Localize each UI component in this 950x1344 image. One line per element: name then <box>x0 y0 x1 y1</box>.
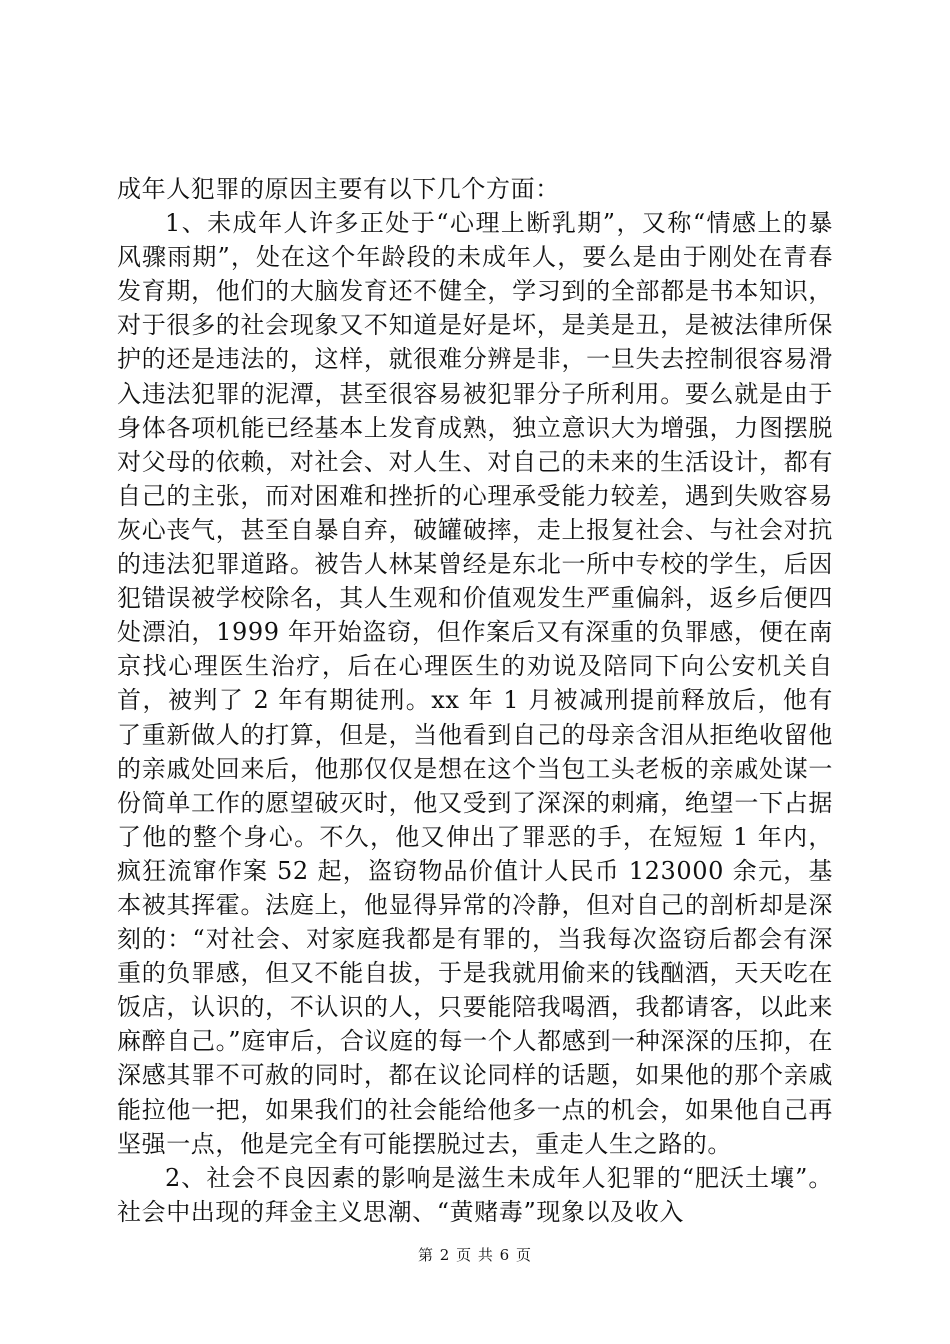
page-footer: 第 2 页 共 6 页 <box>418 1246 532 1264</box>
document-body <box>117 172 833 1229</box>
paragraph-reason-2: 2、社会不良因素的影响是滋生未成年人犯罪的“肥沃土壤”。社会中出现的拜金主义思潮、“黄赌毒”现象以及收入 <box>117 1163 833 1226</box>
paragraph-intro: 成年人犯罪的原因主要有以下几个方面： <box>117 175 560 203</box>
paragraph-reason-1: 1、未成年人许多正处于“心理上断乳期”，又称“情感上的暴风骤雨期”，处在这个年龄段的未成年人，要么是由于刚处在青春发育期，他们的大脑发育还不健全，学习到的全部都是书本知识，对于很多的社会现象又不知道是好是坏，是美是丑，是被法律所保护的还是违法的，这样，就很难分辨是非，一旦失去控制很容易滑入违法犯罪的泥潭，甚至很容易被犯罪分子所利用。要么就是由于身体各项机能已经基本上发育成熟，独立意识大为增强，力图摆脱对父母的依赖，对社会、对人生、对自己的未来的生活设计，都有自己的主张，而对困难和挫折的心理承受能力较差，遇到失败容易灰心丧气，甚至自暴自弃，破罐破摔，走上报复社会、与社会对抗的违法犯罪道路。被告人林某曾经是东北一所中专校的学生，后因犯错误被学校除名，其人生观和价值观发生严重偏斜，返乡后便四处漂泊，1999 年开始盗窃，但作案后又有深重的负罪感，便在南京找心理医生治疗，后在心理医生的劝说及陪同下向公安机关自首，被判了 2 年有期徒刑。xx 年 1 月被减刑提前释放后，他有了重新做人的打算，但是，当他看到自己的母亲含泪从拒绝收留他的亲戚处回来后，他那仅仅是想在这个当包工头老板的亲戚处谋一份简单工作的愿望破灭时，他又受到了深深的刺痛，绝望一下占据了他的整个身心。不久，他又伸出了罪恶的手，在短短 1 年内，疯狂流窜作案 52 起，盗窃物品价值计人民币 123000 余元，基本被其挥霍。法庭上，他显得异常的冷静，但对自己的剖析却是深刻的：“对社会、对家庭我都是有罪的，当我每次盗窃后都会有深重的负罪感，但又不能自拔，于是我就用偷来的钱酗酒，天天吃在饭店，认识的，不认识的人，只要能陪我喝酒，我都请客，以此来麻醉自己。”庭审后，合议庭的每一个人都感到一种深深的压抑，在深感其罪不可赦的同时，都在议论同样的话题，如果他的那个亲戚能拉他一把，如果我们的社会能给他多一点的机会，如果他自己再坚强一点，他是完全有可能摆脱过去，重走人生之路的。 <box>117 209 833 1158</box>
